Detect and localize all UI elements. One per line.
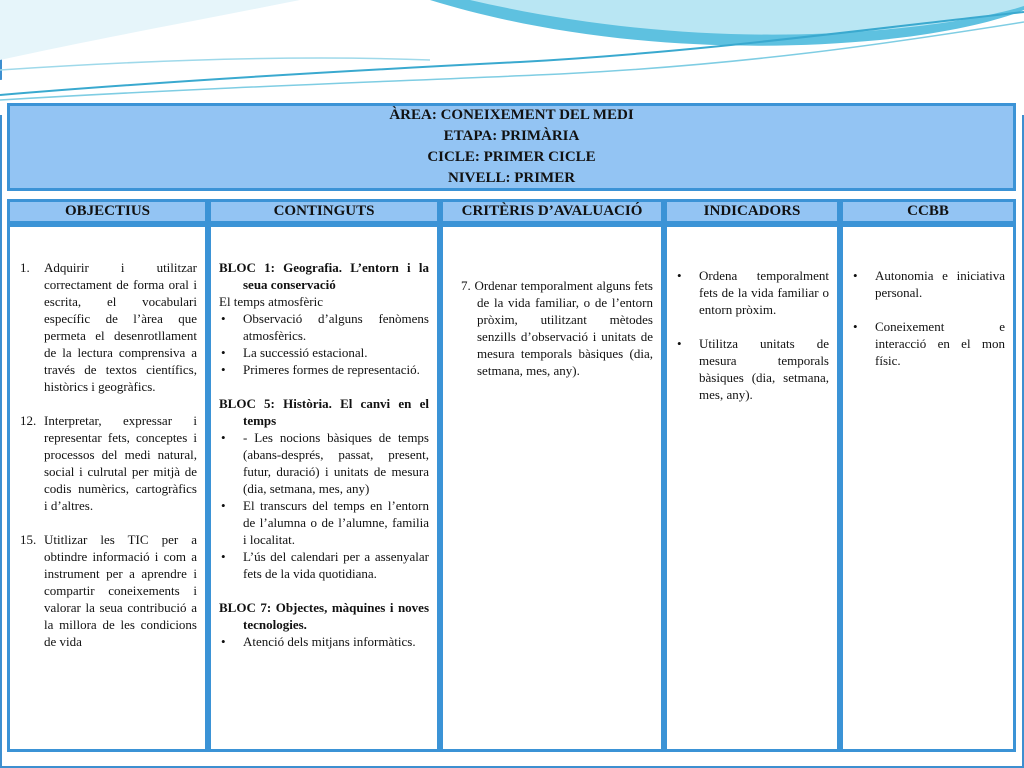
indicador-item: • Ordena temporalment fets de la vida familiar o entorn pròxim. [675, 267, 829, 318]
bloc5-item: • El transcurs del temps en l’entorn de l’alumna o de l’alumne, familia i localitat. [219, 497, 429, 548]
bloc1-title: BLOC 1: Geografia. L’entorn i la seua conservació [219, 260, 429, 292]
bloc1-item: • La successió estacional. [219, 344, 429, 361]
bloc1-subtitle: El temps atmosfèric [219, 294, 323, 309]
header-ccbb: CCBB [840, 199, 1016, 224]
column-indicadors [664, 224, 840, 752]
bloc1-item: • Primeres formes de representació. [219, 361, 429, 378]
indicador-item: • Utilitza unitats de mesura temporals bàsiques (dia, setmana, mes, any). [675, 335, 829, 403]
objectiu-item: 15. Utitlizar les TIC per a obtindre informació i com a instrument per a aprendre i compartir coneixements i valorar la seua contribució a la millora de les condicions de vida [20, 532, 197, 649]
criteri-text: 7. Ordenar temporalment alguns fets de la vida familiar, o de l’entorn pròxim, utilitzant mètodes senzills d’observació i unitats de mesura temporals bàsiques (dia, setmana, mes, any). [461, 278, 653, 378]
bloc5-title: BLOC 5: Història. El canvi en el temps [219, 396, 429, 428]
objectiu-item: 1. Adquirir i utilitzar correctament de forma oral i escrita, el vocabulari específic de l’àrea que permeta el desenrotllament de la lectura comprensiva a través de textos científics, històrics i geogràfics. [20, 260, 197, 394]
bloc5-item: • - Les nocions bàsiques de temps (abans-després, passat, present, futur, duració) i unitats de mesura (dia, setmana, mes, any) [219, 429, 429, 497]
column-criteris [440, 224, 664, 752]
title-stage: ETAPA: PRIMÀRIA [443, 128, 580, 144]
bloc7-title: BLOC 7: Objectes, màquines i noves tecnologies. [219, 600, 429, 632]
column-objectius [7, 224, 208, 752]
column-continguts [208, 224, 440, 752]
column-ccbb [840, 224, 1016, 752]
title-level: NIVELL: PRIMER [447, 170, 576, 186]
decorative-waves [0, 0, 1024, 115]
bloc7-item: • Atenció dels mitjans informàtics. [219, 633, 429, 650]
header-indicadors: INDICADORS [664, 199, 840, 224]
title-area: ÀREA: CONEIXEMENT DEL MEDI [389, 107, 634, 123]
title-cycle: CICLE: PRIMER CICLE [427, 149, 596, 165]
header-criteris: CRITÈRIS D’AVALUACIÓ [440, 199, 664, 224]
header-objectius: OBJECTIUS [7, 199, 208, 224]
ccbb-item: • Autonomia e iniciativa personal. [851, 267, 1005, 301]
objectiu-item: 12. Interpretar, expressar i representar fets, conceptes i processos del medi natural, social i culrutal per mitjà de codis numèrics, cartogràfics i d’altres. [20, 413, 197, 513]
header-continguts: CONTINGUTS [208, 199, 440, 224]
bloc1-item: • Observació d’alguns fenòmens atmosfèrics. [219, 310, 429, 344]
title-box [7, 103, 1016, 191]
ccbb-item: • Coneixement e interacció en el mon físic. [851, 318, 1005, 369]
bloc5-item: • L’ús del calendari per a assenyalar fets de la vida quotidiana. [219, 548, 429, 582]
